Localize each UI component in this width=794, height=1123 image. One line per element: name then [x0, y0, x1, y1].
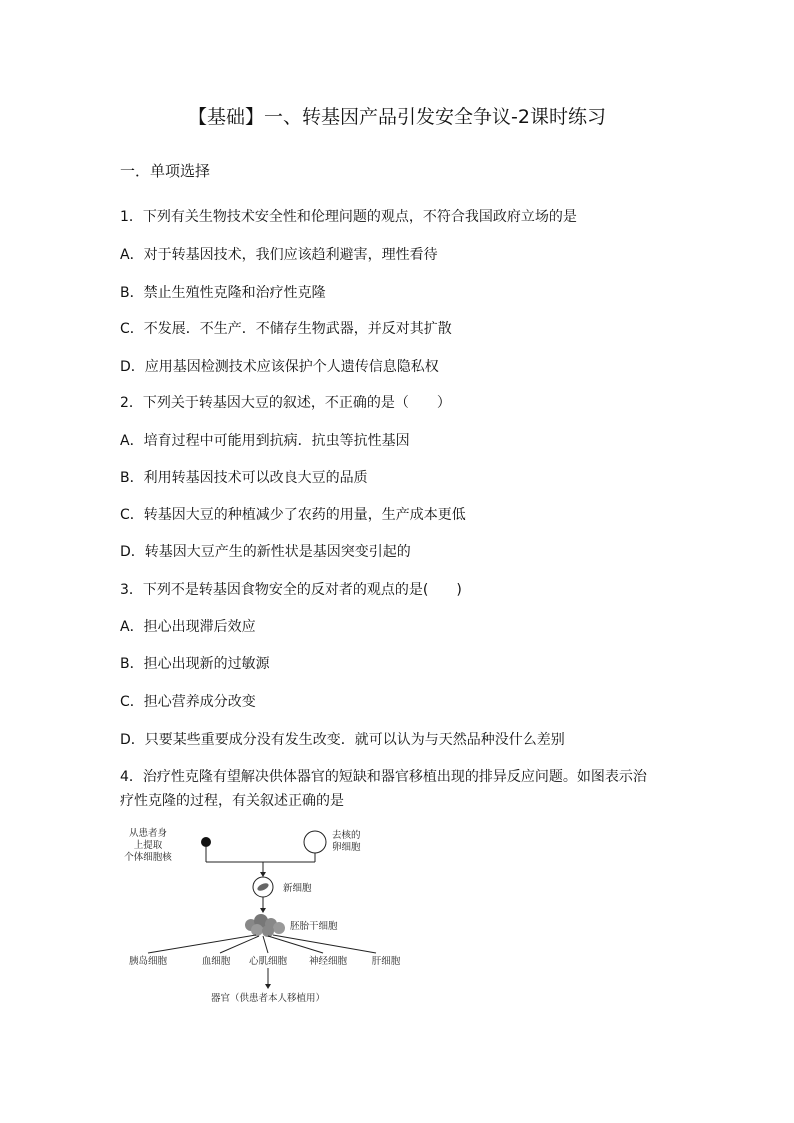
- egg-label-line1: 去核的: [332, 830, 361, 841]
- neuron-label: 神经细胞: [308, 956, 348, 967]
- stem-cell-cluster-icon: [245, 914, 285, 937]
- question-3-option-a: A．担心出现滞后效应: [120, 619, 256, 635]
- question-1-stem: 1．下列有关生物技术安全性和伦理问题的观点，不符合我国政府立场的是: [120, 209, 577, 225]
- donor-label-line2: 上提取: [133, 840, 163, 851]
- question-3-option-c: C．担心营养成分改变: [120, 694, 256, 710]
- donor-label-line1: 从患者身: [128, 828, 168, 839]
- question-1-option-a: A．对于转基因技术，我们应该趋利避害，理性看待: [120, 247, 438, 263]
- question-4-stem-line2: 疗性克隆的过程，有关叙述正确的是: [120, 793, 344, 809]
- section-heading: 一．单项选择: [120, 162, 211, 180]
- cardiomyocyte-label: 心肌细胞: [248, 956, 288, 967]
- page-title: 【基础】一、转基因产品引发安全争议-2课时练习: [188, 106, 606, 128]
- cloning-process-diagram: [108, 820, 428, 1020]
- question-1-option-c: C．不发展．不生产．不储存生物武器，并反对其扩散: [120, 321, 452, 337]
- question-3-option-b: B．担心出现新的过敏源: [120, 656, 270, 672]
- question-1-option-d: D．应用基因检测技术应该保护个人遗传信息隐私权: [120, 359, 439, 375]
- islet-cell-label: 胰岛细胞: [128, 956, 168, 967]
- blood-cell-label: 血细胞: [201, 956, 231, 967]
- question-2-stem: 2．下列关于转基因大豆的叙述，不正确的是（ ）: [120, 395, 451, 411]
- new-cell-label: 新细胞: [283, 883, 312, 894]
- question-3-option-d: D．只要某些重要成分没有发生改变．就可以认为与天然品种没什么差别: [120, 732, 565, 748]
- liver-cell-label: 肝细胞: [371, 956, 401, 967]
- donor-label-line3: 个体细胞核: [124, 852, 172, 863]
- question-4-stem-line1: 4．治疗性克隆有望解决供体器官的短缺和器官移植出现的排异反应问题。如图表示治: [120, 769, 647, 785]
- egg-label-line2: 卵细胞: [332, 842, 361, 853]
- egg-cell-icon: [304, 831, 326, 853]
- question-2-option-d: D．转基因大豆产生的新性状是基因突变引起的: [120, 544, 411, 560]
- question-2-option-a: A．培育过程中可能用到抗病．抗虫等抗性基因: [120, 433, 410, 449]
- question-2-option-b: B．利用转基因技术可以改良大豆的品质: [120, 470, 368, 486]
- question-3-stem: 3．下列不是转基因食物安全的反对者的观点的是( ): [120, 582, 462, 598]
- nucleus-icon: [201, 837, 211, 847]
- question-2-option-c: C．转基因大豆的种植减少了农药的用量，生产成本更低: [120, 507, 466, 523]
- stem-cell-label: 胚胎干细胞: [290, 921, 338, 932]
- organ-label: 器官（供患者本人移植用）: [210, 993, 326, 1004]
- question-1-option-b: B．禁止生殖性克隆和治疗性克隆: [120, 285, 326, 301]
